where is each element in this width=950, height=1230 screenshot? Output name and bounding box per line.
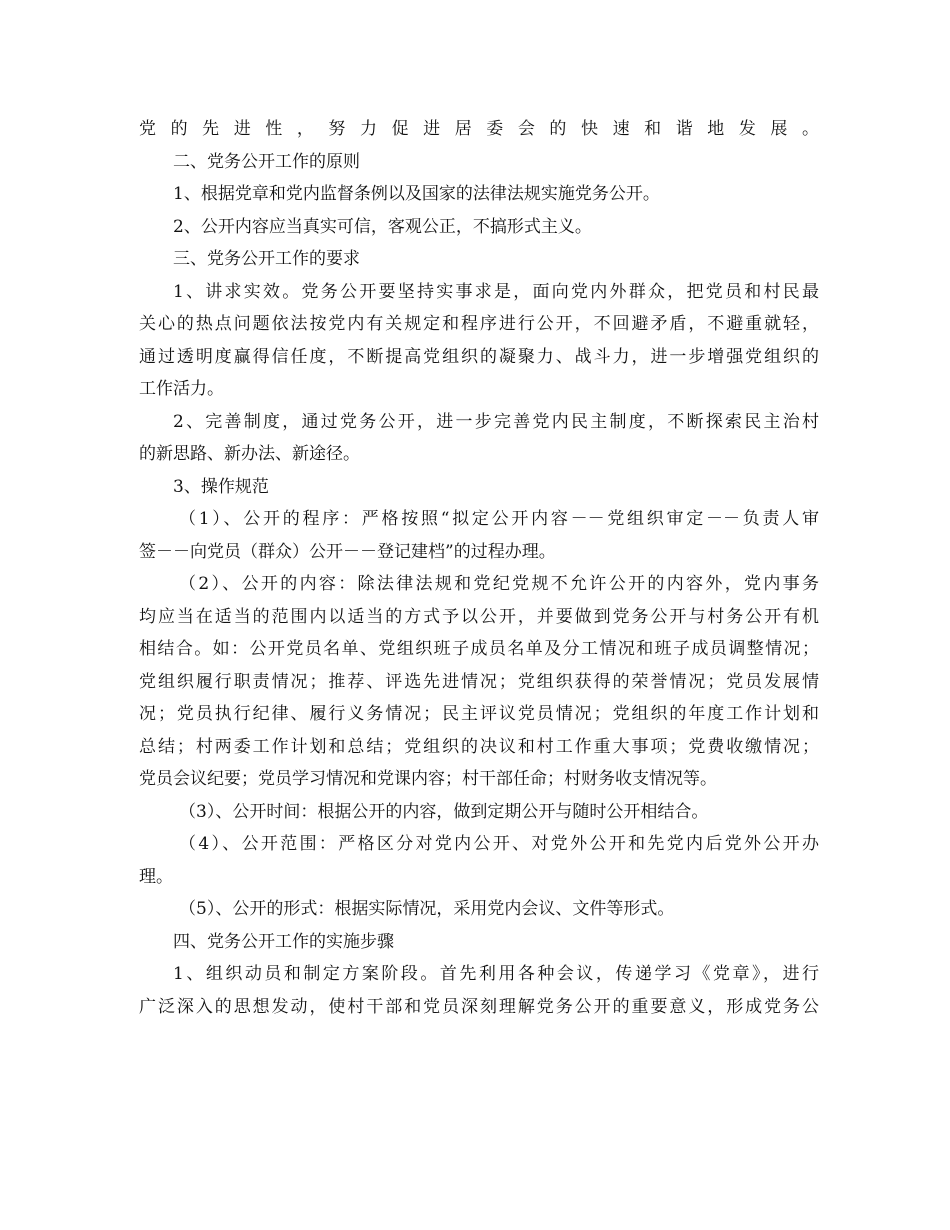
procedure-line: （1）、公开的程序：严格按照“拟定公开内容－－党组织审定－－负责人审 bbox=[179, 509, 819, 529]
time-line: （3）、公开时间：根据公开的内容，做到定期公开与随时公开相结合。 bbox=[179, 801, 709, 822]
content-line: 均应当在适当的范围内以适当的方式予以公开，并要做到党务公开与村务公开有机 bbox=[139, 606, 819, 627]
requirement-1-line: 通过透明度赢得信任度，不断提高党组织的凝聚力、战斗力，进一步增强党组织的 bbox=[139, 346, 819, 367]
principle-item-1: 1、根据党章和党内监督条例以及国家的法律法规实施党务公开。 bbox=[173, 184, 660, 204]
scope-line: （4）、公开范围：严格区分对党内公开、对党外公开和先党内后党外公开办 bbox=[179, 834, 819, 854]
scope-line: 理。 bbox=[139, 866, 173, 887]
document-body bbox=[139, 113, 819, 1023]
content-line: 总结；村两委工作计划和总结；党组织的决议和村工作重大事项；党费收缴情况； bbox=[139, 736, 819, 757]
content-line: 相结合。如：公开党员名单、党组织班子成员名单及分工情况和班子成员调整情况； bbox=[139, 639, 819, 659]
section-heading-steps: 四、党务公开工作的实施步骤 bbox=[173, 931, 394, 952]
content-line: 党员会议纪要；党员学习情况和党课内容；村干部任命；村财务收支情况等。 bbox=[139, 769, 717, 789]
requirement-1-line: 工作活力。 bbox=[139, 379, 224, 399]
requirement-1-line: 关心的热点问题依法按党内有关规定和程序进行公开，不回避矛盾，不避重就轻， bbox=[139, 314, 819, 334]
requirement-3-heading: 3、操作规范 bbox=[173, 476, 269, 497]
section-heading-requirements: 三、党务公开工作的要求 bbox=[173, 249, 360, 269]
form-line: （5）、公开的形式：根据实际情况，采用党内会议、文件等形式。 bbox=[179, 899, 675, 919]
procedure-line: 签－－向党员（群众）公开－－登记建档”的过程办理。 bbox=[139, 541, 556, 562]
step-1-line: 1、组织动员和制定方案阶段。首先利用各种会议，传递学习《党章》，进行 bbox=[173, 964, 819, 984]
content-line: 党组织履行职责情况；推荐、评选先进情况；党组织获得的荣誉情况；党员发展情 bbox=[139, 671, 819, 692]
section-heading-principles: 二、党务公开工作的原则 bbox=[173, 151, 360, 172]
content-line: 况；党员执行纪律、履行义务情况；民主评议党员情况；党组织的年度工作计划和 bbox=[139, 704, 819, 724]
content-line: （2）、公开的内容：除法律法规和党纪党规不允许公开的内容外，党内事务 bbox=[179, 574, 819, 594]
requirement-1-line: 1、讲求实效。党务公开要坚持实事求是，面向党内外群众，把党员和村民最 bbox=[173, 281, 819, 302]
requirement-2-line: 2、完善制度，通过党务公开，进一步完善党内民主制度，不断探索民主治村 bbox=[173, 411, 819, 432]
step-1-line: 广泛深入的思想发动，使村干部和党员深刻理解党务公开的重要意义，形成党务公 bbox=[139, 996, 819, 1017]
principle-item-2: 2、公开内容应当真实可信，客观公正，不搞形式主义。 bbox=[173, 216, 592, 237]
requirement-2-line: 的新思路、新办法、新途径。 bbox=[139, 444, 360, 464]
paragraph-continuation-line: 党的先进性，努力促进居委会的快速和谐地发展。 bbox=[139, 119, 819, 139]
